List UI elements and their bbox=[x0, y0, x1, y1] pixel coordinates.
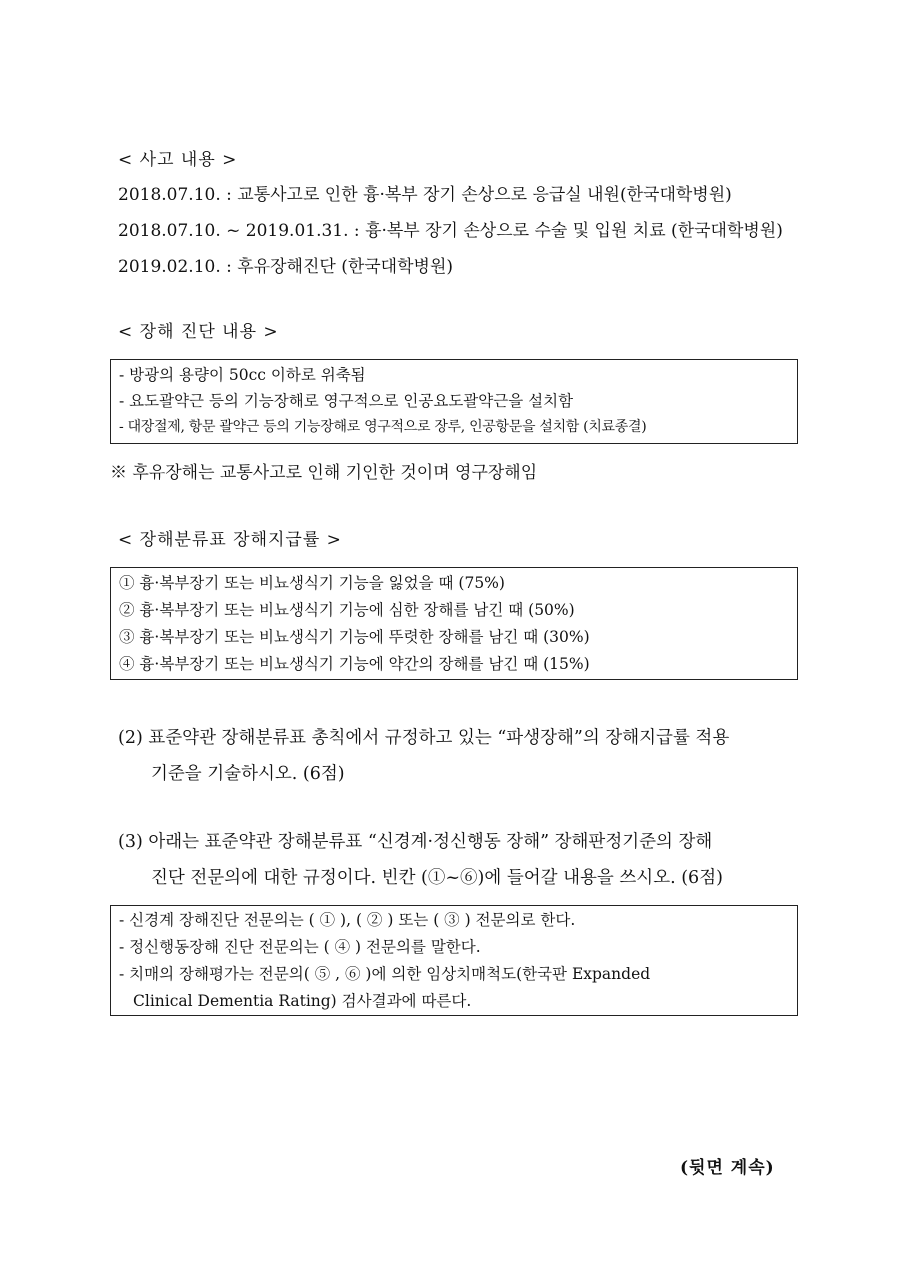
accident-line: 2018.07.10. ~ 2019.01.31. : 흉·복부 장기 손상으로 수술 및 입원 치료 (한국대학병원) bbox=[118, 221, 783, 241]
rule-item: Clinical Dementia Rating) 검사결과에 따른다. bbox=[133, 992, 472, 1010]
accident-line: 2018.07.10. : 교통사고로 인한 흉·복부 장기 손상으로 응급실 내원(한국대학병원) bbox=[118, 185, 732, 205]
question-3-box bbox=[110, 905, 798, 1016]
diagnosis-note: ※ 후유장해는 교통사고로 인해 기인한 것이며 영구장해임 bbox=[110, 463, 538, 483]
question-3-line1: (3) 아래는 표준약관 장해분류표 “신경계·정신행동 장해” 장해판정기준의 장해 bbox=[118, 832, 713, 852]
continued-footer: (뒷면 계속) bbox=[680, 1158, 775, 1178]
rule-item: - 치매의 장해평가는 전문의( ⑤ , ⑥ )에 의한 임상치매척도(한국판 Expanded bbox=[119, 965, 651, 983]
rate-item: ① 흉·복부장기 또는 비뇨생식기 기능을 잃었을 때 (75%) bbox=[119, 574, 505, 592]
rate-item: ④ 흉·복부장기 또는 비뇨생식기 기능에 약간의 장해를 남긴 때 (15%) bbox=[119, 655, 590, 673]
diagnosis-heading: < 장해 진단 내용 > bbox=[118, 322, 279, 342]
rate-item: ② 흉·복부장기 또는 비뇨생식기 기능에 심한 장해를 남긴 때 (50%) bbox=[119, 601, 575, 619]
rule-item: - 정신행동장해 진단 전문의는 ( ④ ) 전문의를 말한다. bbox=[119, 938, 481, 956]
accident-line: 2019.02.10. : 후유장해진단 (한국대학병원) bbox=[118, 257, 454, 277]
diagnosis-box bbox=[110, 359, 798, 444]
question-2-line1: (2) 표준약관 장해분류표 총칙에서 규정하고 있는 “파생장해”의 장해지급률 적용 bbox=[118, 728, 730, 748]
rates-box bbox=[110, 567, 798, 680]
rule-item: - 신경계 장해진단 전문의는 ( ① ), ( ② ) 또는 ( ③ ) 전문의로 한다. bbox=[119, 911, 576, 929]
diagnosis-item: - 요도괄약근 등의 기능장해로 영구적으로 인공요도괄약근을 설치함 bbox=[119, 392, 574, 410]
rates-heading: < 장해분류표 장해지급률 > bbox=[118, 530, 342, 550]
diagnosis-item: - 방광의 용량이 50cc 이하로 위축됨 bbox=[119, 366, 366, 384]
diagnosis-item: - 대장절제, 항문 괄약근 등의 기능장해로 영구적으로 장루, 인공항문을 설치함 (치료종결) bbox=[119, 419, 647, 435]
accident-heading: < 사고 내용 > bbox=[118, 150, 238, 170]
question-3-line2: 진단 전문의에 대한 규정이다. 빈칸 (①~⑥)에 들어갈 내용을 쓰시오. (6점) bbox=[151, 868, 723, 888]
rate-item: ③ 흉·복부장기 또는 비뇨생식기 기능에 뚜렷한 장해를 남긴 때 (30%) bbox=[119, 628, 590, 646]
question-2-line2: 기준을 기술하시오. (6점) bbox=[151, 764, 345, 784]
